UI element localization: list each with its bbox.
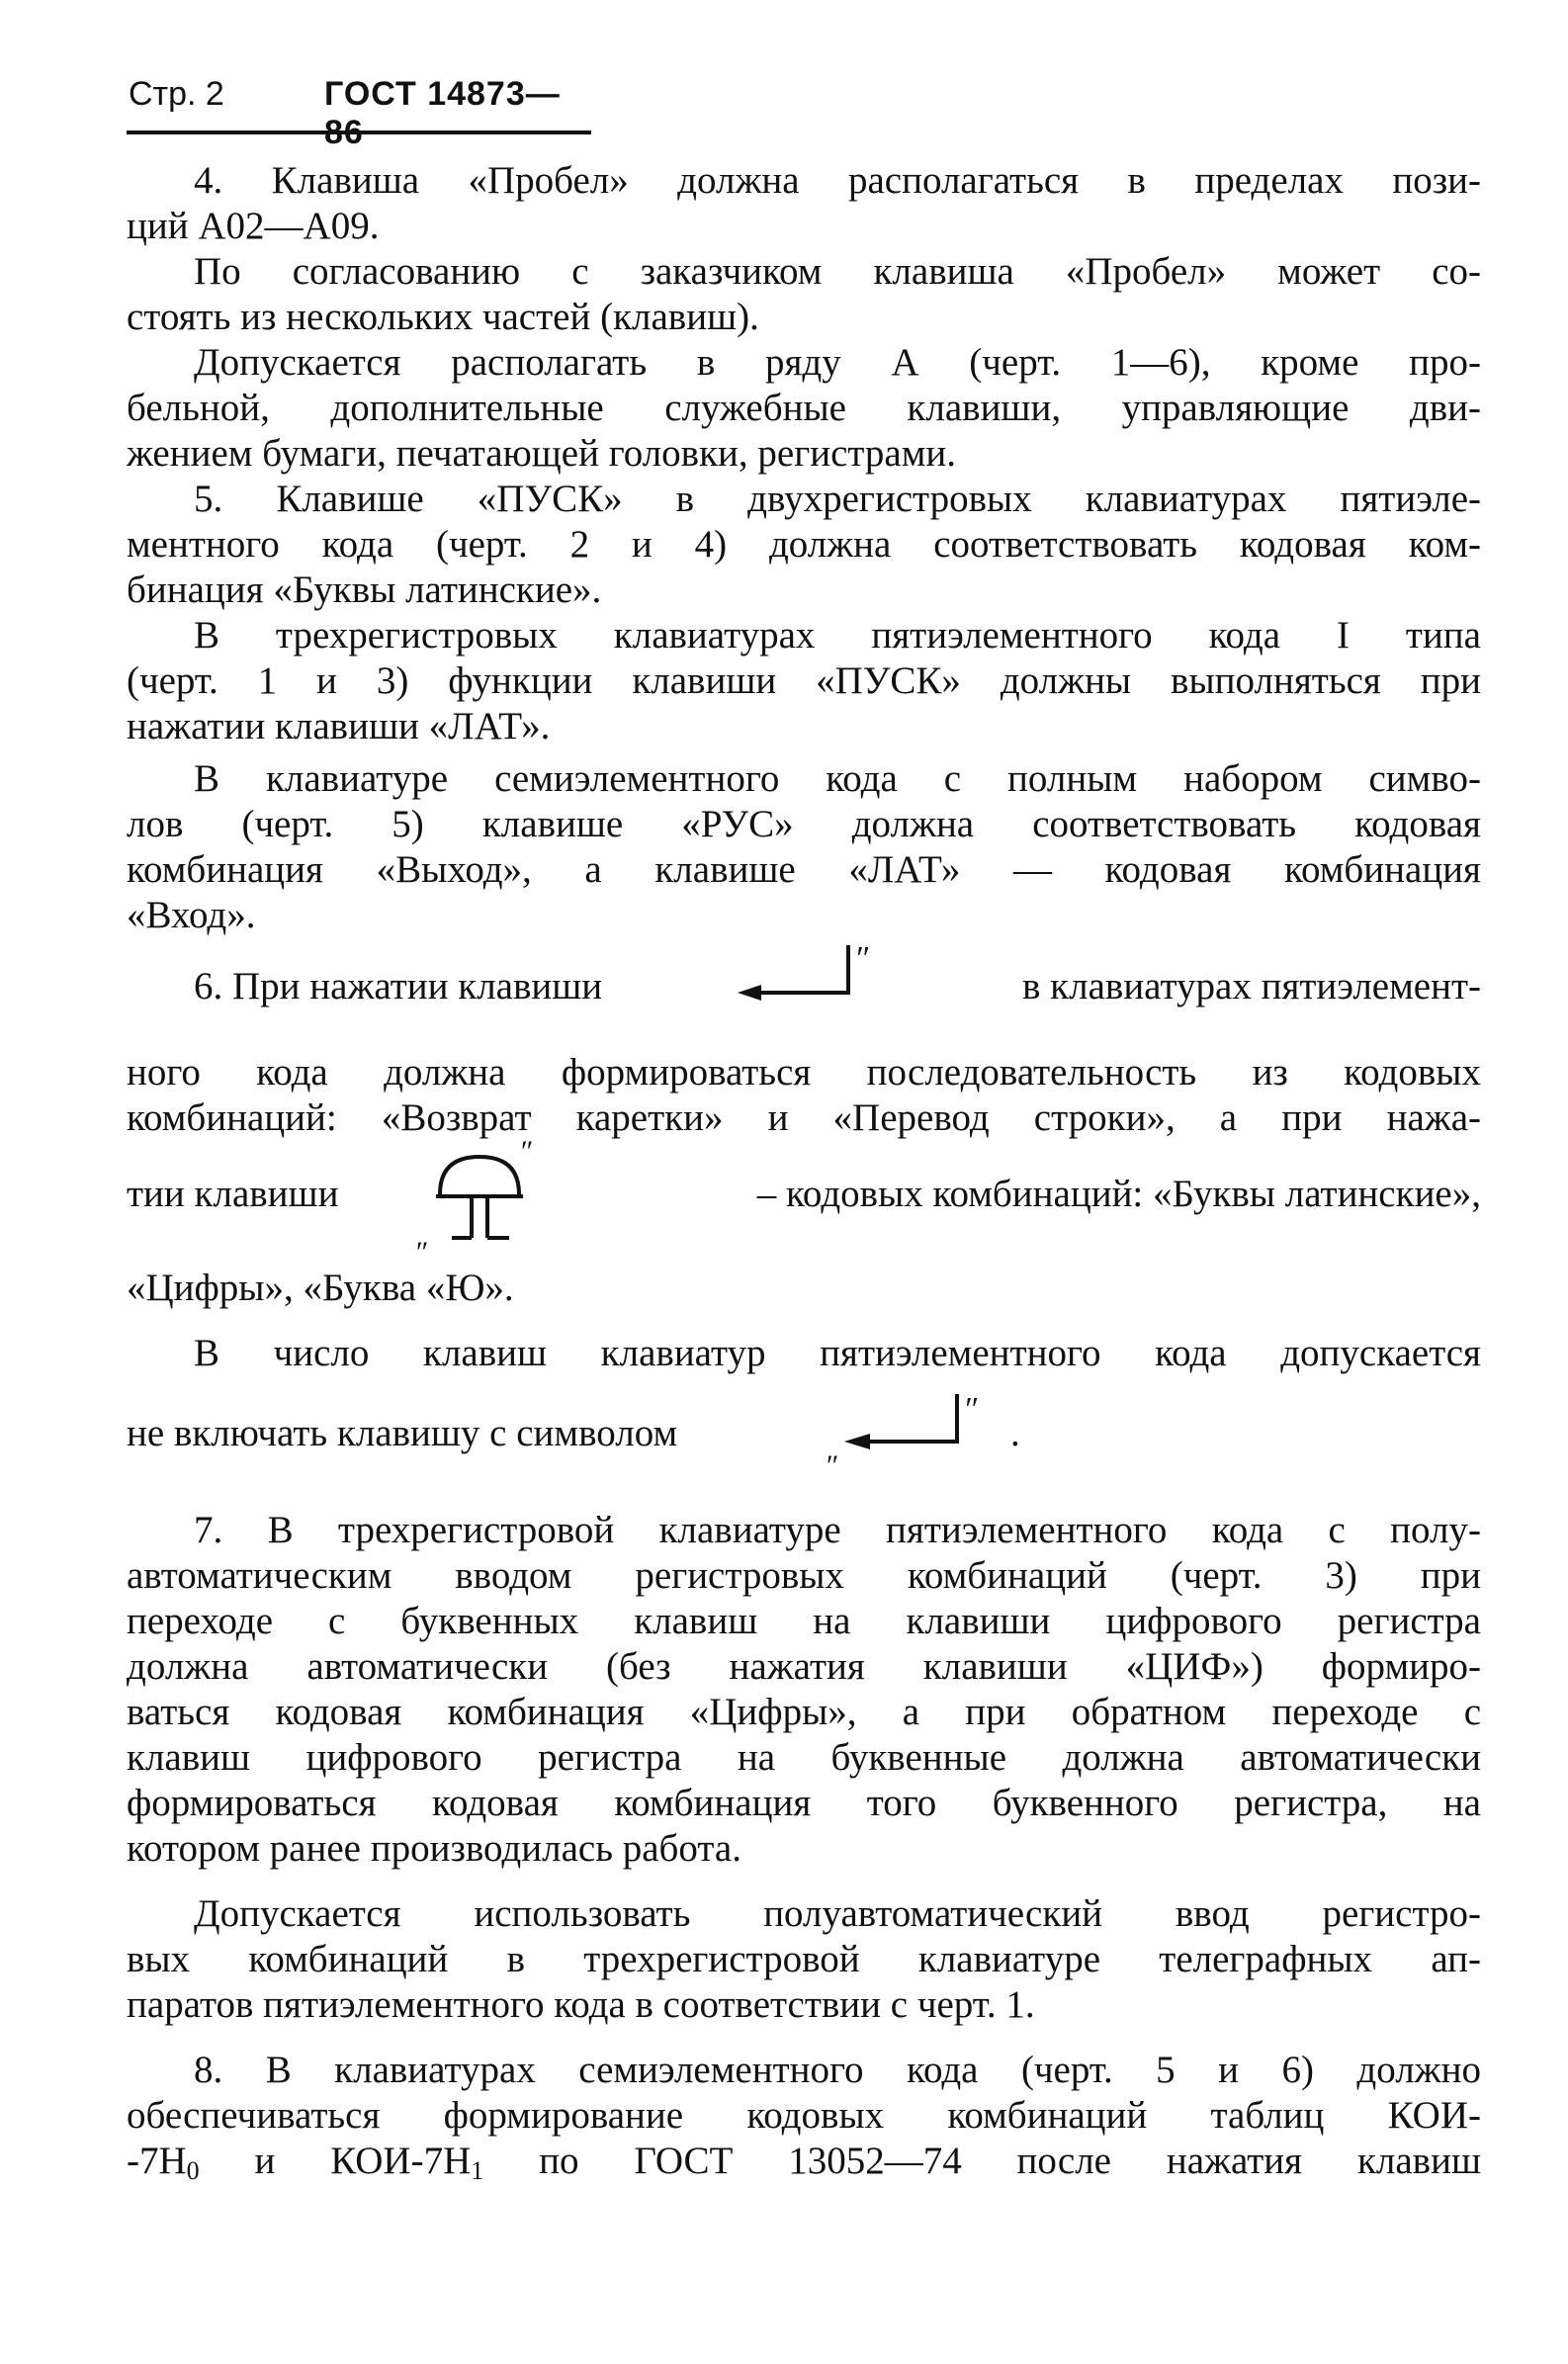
p6-line-4a: тии клавиши [127, 1173, 339, 1215]
p5-line-7: В клавиатуре семиэлементного кода с полным набором симво- [194, 757, 1481, 800]
p4-line-4: стоять из нескольких частей (клавиш). [127, 296, 759, 338]
p8-subscript-1: 1 [471, 2156, 484, 2185]
return-arrow-icon [732, 939, 870, 1008]
quote-mark-4: ″ [963, 1391, 978, 1428]
p4-line-5: Допускается располагать в ряду А (черт. 1—6), кроме про- [194, 341, 1481, 384]
p6-line-1b: в клавиатурах пятиэлемент- [1022, 965, 1481, 1007]
p7-line-3: переходе с буквенных клавиш на клавиши цифрового регистра [127, 1600, 1481, 1642]
p7-line-8: котором ранее производилась работа. [127, 1827, 741, 1870]
p7-line-11: паратов пятиэлементного кода в соответствии с черт. 1. [127, 1983, 1035, 2026]
p7-line-10: вых комбинаций в трехрегистровой клавиатуре телеграфных ап- [127, 1938, 1481, 1980]
p8-line-3-part-b: и КОИ-7Н [199, 2140, 472, 2182]
p5-line-10: «Вход». [127, 894, 256, 936]
p5-line-9: комбинация «Выход», а клавише «ЛАТ» — кодовая комбинация [127, 848, 1481, 891]
p4-line-1: 4. Клавиша «Пробел» должна располагаться в пределах пози- [194, 159, 1481, 202]
p6-line-5: «Цифры», «Буква «Ю». [127, 1267, 514, 1309]
p5-line-6: нажатии клавиши «ЛАТ». [127, 705, 551, 747]
p6-line-7a: не включать клавишу с символом [127, 1412, 678, 1454]
p8-line-3-part-c: по ГОСТ 13052—74 после нажатия клавиш [483, 2140, 1481, 2182]
return-arrow-icon-2 [811, 1384, 1008, 1483]
p4-line-6: бельной, дополнительные служебные клавиши, управляющие дви- [127, 387, 1481, 429]
p7-line-2: автоматическим вводом регистровых комбинаций (черт. 3) при [127, 1554, 1481, 1597]
p7-line-5: ваться кодовая комбинация «Цифры», а при обратном переходе с [127, 1691, 1481, 1733]
p8-line-3 [127, 2139, 1481, 2184]
p7-line-6: клавиш цифрового регистра на буквенные должна автоматически [127, 1736, 1481, 1779]
p7-line-1: 7. В трехрегистровой клавиатуре пятиэлементного кода с полу- [194, 1509, 1481, 1551]
p7-line-9: Допускается использовать полуавтоматический ввод регистро- [194, 1892, 1481, 1935]
register-key-icon [400, 1135, 549, 1264]
p6-line-3: комбинаций: «Возврат каретки» и «Перевод строки», а при нажа- [127, 1096, 1481, 1139]
quote-mark-5: ″ [825, 1449, 837, 1482]
p5-line-5: (черт. 1 и 3) функции клавиши «ПУСК» должны выполняться при [127, 659, 1481, 702]
p6-line-1a: 6. При нажатии клавиши [194, 965, 603, 1007]
standard-number: ГОСТ 14873—86 [324, 75, 561, 151]
p6-line-7b: . [1010, 1412, 1020, 1454]
quote-mark-1: ″ [854, 940, 869, 977]
p4-line-7: жением бумаги, печатающей головки, регистрами. [127, 432, 957, 475]
p6-line-6: В число клавиш клавиатур пятиэлементного кода допускается [194, 1332, 1481, 1374]
p7-line-4: должна автоматически (без нажатия клавиши «ЦИФ») формиро- [127, 1645, 1481, 1688]
p8-line-2: обеспечиваться формирование кодовых комбинаций таблиц КОИ- [127, 2094, 1481, 2137]
p8-subscript-0: 0 [186, 2156, 200, 2185]
p5-line-3: бинация «Буквы латинские». [127, 569, 602, 611]
p7-line-7: формироваться кодовая комбинация того буквенного регистра, на [127, 1782, 1481, 1824]
p4-line-2: ций А02—А09. [127, 205, 380, 247]
p5-line-1: 5. Клавише «ПУСК» в двухрегистровых клавиатурах пятиэле- [194, 478, 1481, 520]
p5-line-4: В трехрегистровых клавиатурах пятиэлементного кода I типа [194, 614, 1481, 657]
quote-mark-3: ″ [414, 1236, 427, 1264]
p5-line-2: ментного кода (черт. 2 и 4) должна соответствовать кодовая ком- [127, 523, 1481, 566]
p5-line-8: лов (черт. 5) клавише «РУС» должна соответствовать кодовая [127, 803, 1481, 845]
p6-line-2: ного кода должна формироваться последовательность из кодовых [127, 1051, 1481, 1094]
p8-line-3-part-a: -7Н [127, 2140, 187, 2182]
page-header [127, 71, 591, 151]
p6-line-4b: – кодовых комбинаций: «Буквы латинские», [756, 1173, 1481, 1215]
p8-line-1: 8. В клавиатурах семиэлементного кода (черт. 5 и 6) должно [194, 2049, 1481, 2091]
p4-line-3: По согласованию с заказчиком клавиша «Пробел» может со- [194, 250, 1481, 293]
quote-mark-2: ″ [519, 1135, 532, 1168]
page-number: Стр. 2 [129, 75, 224, 113]
